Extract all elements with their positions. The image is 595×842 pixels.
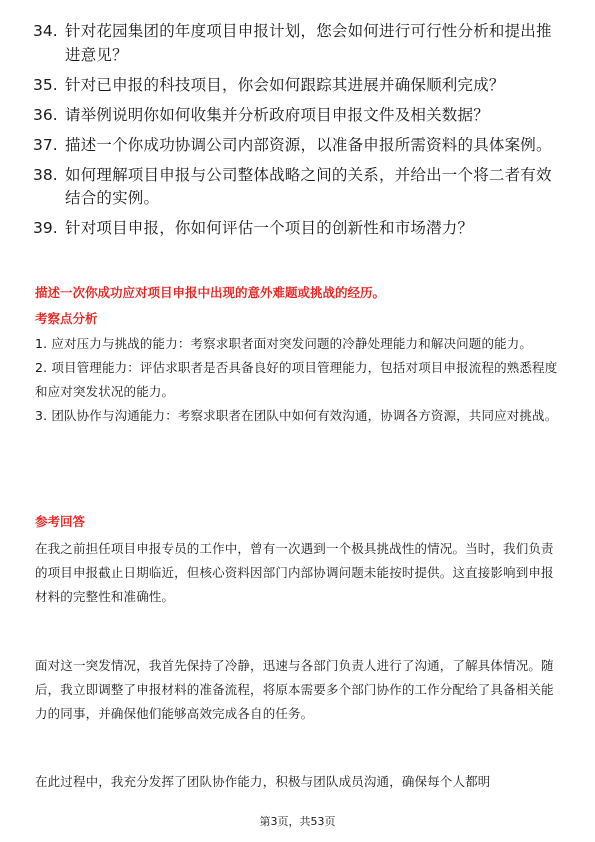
featured-question: 描述一次你成功应对项目申报中出现的意外难题或挑战的经历。 [35,285,386,300]
question-text: 针对花园集团的年度项目申报计划，您会如何进行可行性分析和提出推进意见？ [65,22,552,64]
question-item [33,74,563,98]
analysis-points [35,332,560,428]
question-text: 针对已申报的科技项目，你会如何跟踪其进展并确保顺利完成？ [65,75,505,94]
question-item [33,104,563,128]
question-item [33,134,563,158]
analysis-point: 1. 应对压力与挑战的能力：考察求职者面对突发问题的冷静处理能力和解决问题的能力。 [35,336,533,351]
question-number: 36. [33,105,58,124]
answer-paragraph-text: 面对这一突发情况，我首先保持了冷静，迅速与各部门负责人进行了沟通，了解具体情况。随后，我立即调整了申报材料的准备流程，将原本需要多个部门协作的工作分配给了具备相关能力的同事，并确保他们能够高效完成各自的任务。 [35,658,554,721]
analysis-point: 3. 团队协作与沟通能力：考察求职者在团队中如何有效沟通，协调各方资源，共同应对挑战。 [35,408,558,423]
question-item [33,164,563,211]
question-number: 38. [33,165,58,184]
question-item [33,20,563,67]
answer-paragraph-text: 在此过程中，我充分发挥了团队协作能力，积极与团队成员沟通，确保每个人都明 [35,774,491,789]
question-text: 请举例说明你如何收集并分析政府项目申报文件及相关数据？ [65,105,489,124]
question-text: 针对项目申报，你如何评估一个项目的创新性和市场潜力？ [65,219,474,237]
question-item [33,217,563,241]
answer-paragraph [35,770,560,794]
answer-paragraph-text: 在我之前担任项目申报专员的工作中，曾有一次遇到一个极具挑战性的情况。当时，我们负责的项目申报截止日期临近，但核心资料因部门内部协调问题未能按时提供。这直接影响到申报材料的完整性和准确性。 [35,541,554,604]
question-list [33,20,563,247]
answer-heading: 参考回答 [35,514,86,529]
question-text: 描述一个你成功协调公司内部资源，以准备申报所需资料的具体案例。 [65,135,552,154]
analysis-point: 2. 项目管理能力：评估求职者是否具备良好的项目管理能力，包括对项目申报流程的熟悉程度和应对突发状况的能力。 [35,360,558,399]
question-text: 如何理解项目申报与公司整体战略之间的关系，并给出一个将二者有效结合的实例。 [65,165,552,207]
analysis-heading: 考察点分析 [35,311,98,326]
question-number: 34. [33,22,58,40]
answer-paragraph [35,537,560,609]
question-number: 39. [33,219,58,237]
page-footer: 第3页，共53页 [259,815,336,828]
question-number: 35. [33,75,58,94]
question-number: 37. [33,135,58,154]
answer-paragraph [35,654,560,726]
